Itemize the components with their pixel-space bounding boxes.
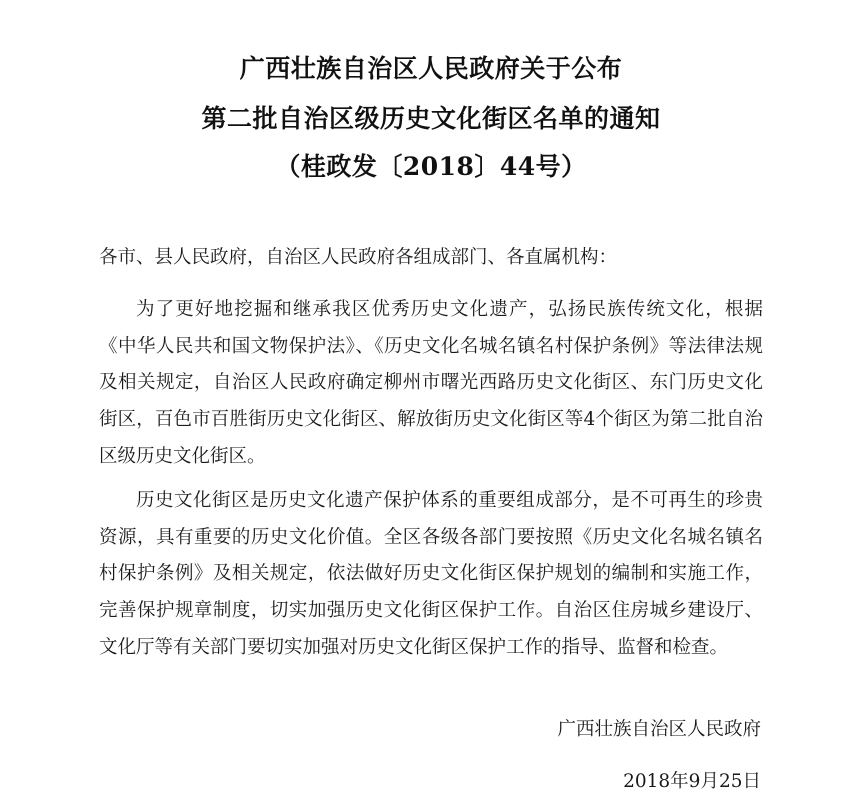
body-paragraph-1: 为了更好地挖掘和继承我区优秀历史文化遗产，弘扬民族传统文化，根据《中华人民共和国文物保护法》、《历史文化名城名镇名村保护条例》等法律法规及相关规定，自治区人民政府确定柳州市曙光西路历史文化街区、东门历史文化街区，百色市百胜街历史文化街区、解放街历史文化街区等4个街区为第二批自治区级历史文化街区。 — [99, 299, 763, 467]
salutation: 各市、县人民政府，自治区人民政府各组成部门、各直属机构： — [99, 247, 618, 268]
body-paragraph-2: 历史文化街区是历史文化遗产保护体系的重要组成部分，是不可再生的珍贵资源，具有重要的历史文化价值。全区各级各部门要按照《历史文化名城名镇名村保护条例》及相关规定，依法做好历史文化街区保护规划的编制和实施工作，完善保护规章制度，切实加强历史文化街区保护工作。自治区住房城乡建设厅、文化厅等有关部门要切实加强对历史文化街区保护工作的指导、监督和检查。 — [99, 490, 763, 658]
document-number: （桂政发〔2018〕44号） — [275, 152, 587, 181]
document-title-line-1: 广西壮族自治区人民政府关于公布 — [239, 54, 623, 83]
issue-date: 2018年9月25日 — [623, 771, 761, 792]
issuer-signature: 广西壮族自治区人民政府 — [557, 719, 761, 740]
document-title-line-2: 第二批自治区级历史文化街区名单的通知 — [201, 104, 661, 133]
